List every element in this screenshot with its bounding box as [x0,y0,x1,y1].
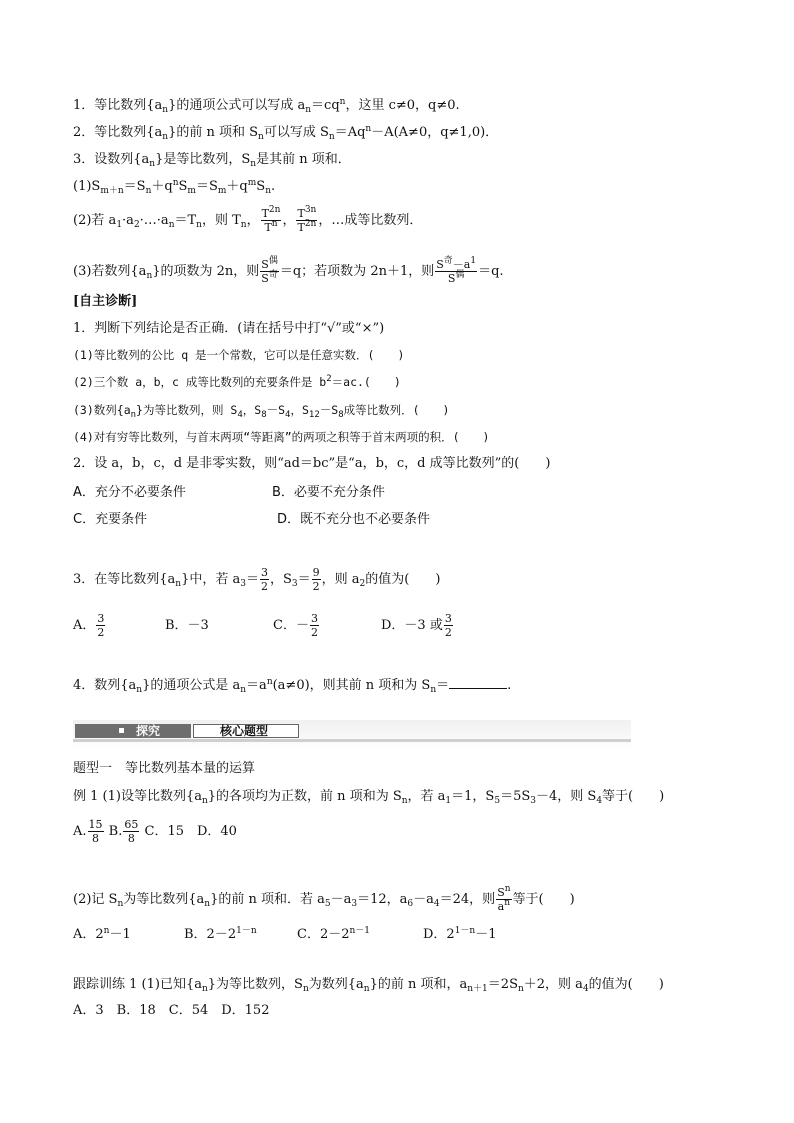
judge-item-2: (2)三个数 a，b，c 成等比数列的充要条件是 $b^2=ac$.( ) [73,374,401,389]
question-4: 4．数列$\{a_n\}$的通项公式是 $a_n=a^n(a\ne 0)$，则其前 n 项和为 $S_n=$ . [73,677,512,695]
question-2-option-d: D．既不充分也不必要条件 [277,512,431,527]
question-3-option-d: D．－3 或 $\frac{3}{2}$ [381,612,452,639]
question-3: 3．在等比数列$\{a_n\}$中，若 $a_3=$ $\frac{3}{2}$ ，$S_3=$ $\frac{9}{2}$ ，则 $a_2$的值为( ) [73,566,441,593]
question-2: 2．设 a，b，c，d 是非零实数，则“ad＝bc”是“a，b，c，d 成等比数列”的( ) [73,456,551,471]
judge-item-4: (4)对有穷等比数列，与首末两项“等距离”的两项之积等于首末两项的积．( ) [73,430,490,444]
question-3-option-c: C．－ $\frac{3}{2}$ [273,612,318,639]
follow-up-1-options: A．3 B．18 C．54 D．152 [73,1003,270,1018]
follow-up-1: 跟踪训练 1 (1)已知$\{a_n\}$为等比数列，$S_n$为数列$\{a_n\}$的前 n 项和，$a_{n+1}=2S_n+2$，则 $a_4$的值为( ) [73,977,664,994]
judge-item-1: (1)等比数列的公比 q 是一个常数，它可以是任意实数．( ) [73,348,405,362]
formula-line-1: 1．等比数列$\{a_n\}$的通项公式可以写成 $a_n=cq^n$，这里 c≠0，q≠0. [73,97,460,115]
example-1-part-2-option-c: C．$2-2^{n-1}$ [297,926,371,942]
square-icon [119,728,124,733]
banner-tag-explore: 探究 [75,724,191,738]
banner-tag-core: 核心题型 [193,724,299,738]
example-1-part-2-option-d: D．$2^{1-n}-1$ [423,926,497,942]
formula-line-3-2: (2)若 $a_1\cdot a_2\cdot\dots\cdot a_n=T_n$，则 $T_n$， $\frac{T^{2n}}{T^n}$ ， $\frac{T^{3n}}{T^{2n}}$ ，…成等比数列． [73,205,423,234]
question-2-option-a: A．充分不必要条件 [73,485,186,500]
section-heading-diagnosis: [自主诊断] [73,294,138,309]
example-1-part-2-option-a: A．$2^n-1$ [73,926,131,942]
question-2-option-b: B．必要不充分条件 [272,485,385,500]
answer-blank[interactable] [449,676,507,689]
formula-line-3-1: $(1)S_{m+n}=S_n+q^nS_m=S_m+q^mS_n$. [73,178,276,196]
question-3-option-b: B．－3 [165,618,209,633]
formula-line-3: 3．设数列$\{a_n\}$是等比数列，$S_n$是其前 n 项和． [73,152,351,169]
formula-line-2: 2．等比数列$\{a_n\}$的前 n 项和 $S_n$可以写成 $S_n=Aq^n-A(A\ne 0$，q≠1,0)． [73,124,499,142]
example-1-part-2: (2)记 $S_n$为等比数列$\{a_n\}$的前 n 项和．若 $a_5-a_3=12$，$a_6-a_4=24$，则 $\frac{S^n}{a^n}$ 等于( ) [73,884,575,913]
example-1-options: A. $\frac{15}{8}$ B. $\frac{65}{8}$ C．15 D．40 [73,818,237,845]
judge-item-3: (3)数列$\{a_n\}$为等比数列，则 $S_4$，$S_8-S_4$，$S_{12}-S_8$成等比数列．( ) [73,403,450,420]
banner-rule [73,739,631,742]
question-3-option-a: A． $\frac{3}{2}$ [73,612,105,639]
example-1-part-2-option-b: B．$2-2^{1-n}$ [184,926,257,942]
formula-line-3-3: (3)若数列$\{a_n\}$的项数为 2n，则 $\frac{S^偶}{S^奇}$ ＝q；若项数为 2n＋1，则 $\frac{S^奇-a^1}{S^偶}$ ＝q. [73,256,504,285]
section-banner [73,720,631,750]
judge-question: 1．判断下列结论是否正确．(请在括号中打“√”或“×”) [73,321,385,336]
topic-title: 题型一 等比数列基本量的运算 [73,761,256,776]
question-2-option-c: C．充要条件 [73,512,148,527]
example-1-part-1: 例 1 (1)设等比数列$\{a_n\}$的各项均为正数，前 n 项和为 $S_n$，若 $a_1=1$，$S_5=5S_3-4$，则 $S_4$等于( ) [73,789,665,806]
